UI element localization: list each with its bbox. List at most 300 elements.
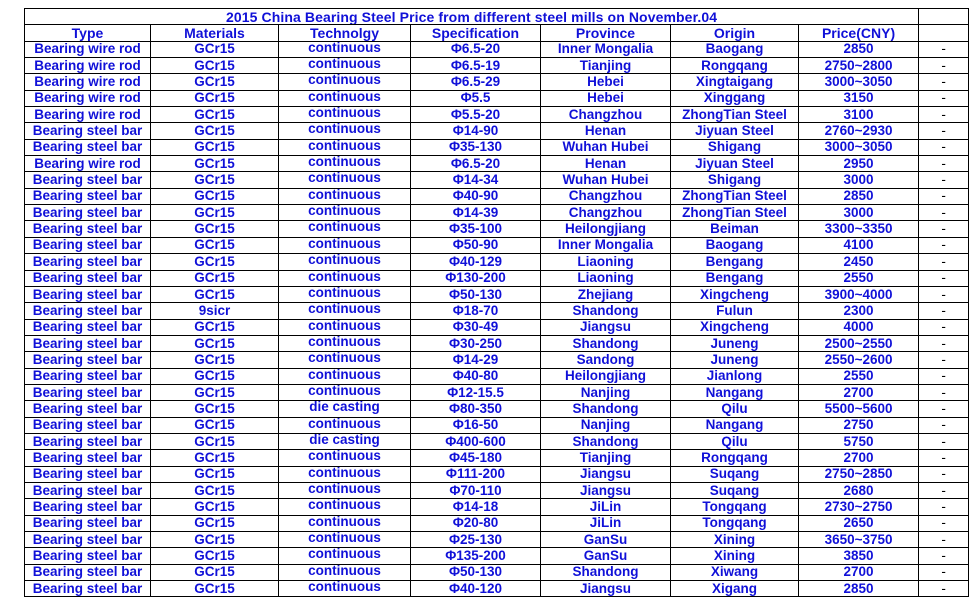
cell-specification: Φ5.5 [411, 90, 541, 106]
cell-province: JiLin [541, 515, 671, 531]
title-row [25, 9, 969, 25]
cell-specification: Φ35-130 [411, 139, 541, 155]
cell-origin: Suqang [671, 482, 799, 498]
cell-technology: continuous [279, 41, 411, 57]
table-row [25, 254, 969, 270]
cell-technology: continuous [279, 58, 411, 74]
table-row [25, 156, 969, 172]
cell-note: - [919, 270, 969, 286]
cell-technology: continuous [279, 270, 411, 286]
cell-material: GCr15 [151, 352, 279, 368]
cell-note: - [919, 286, 969, 302]
cell-technology: continuous [279, 107, 411, 123]
cell-province: Hebei [541, 90, 671, 106]
cell-technology: continuous [279, 335, 411, 351]
cell-material: GCr15 [151, 221, 279, 237]
cell-province: Jiangsu [541, 581, 671, 597]
cell-technology: continuous [279, 499, 411, 515]
cell-specification: Φ40-129 [411, 254, 541, 270]
cell-technology: continuous [279, 237, 411, 253]
cell-specification: Φ30-49 [411, 319, 541, 335]
header-technology: Technolgy [279, 25, 411, 41]
cell-province: JiLin [541, 499, 671, 515]
cell-province: Heilongjiang [541, 368, 671, 384]
header-specification: Specification [411, 25, 541, 41]
price-rows [25, 41, 969, 597]
cell-material: GCr15 [151, 319, 279, 335]
cell-price: 2550 [799, 270, 919, 286]
cell-technology: continuous [279, 254, 411, 270]
cell-technology: continuous [279, 548, 411, 564]
cell-price: 3900~4000 [799, 286, 919, 302]
header-materials: Materials [151, 25, 279, 41]
cell-type: Bearing steel bar [25, 482, 151, 498]
cell-specification: Φ45-180 [411, 450, 541, 466]
cell-material: GCr15 [151, 532, 279, 548]
cell-note: - [919, 433, 969, 449]
cell-type: Bearing steel bar [25, 515, 151, 531]
cell-price: 2730~2750 [799, 499, 919, 515]
cell-material: GCr15 [151, 90, 279, 106]
cell-price: 2750 [799, 417, 919, 433]
cell-province: Shandong [541, 401, 671, 417]
cell-origin: Baogang [671, 41, 799, 57]
header-price: Price(CNY) [799, 25, 919, 41]
table-row [25, 139, 969, 155]
cell-province: Nanjing [541, 384, 671, 400]
cell-type: Bearing steel bar [25, 172, 151, 188]
cell-specification: Φ14-39 [411, 205, 541, 221]
cell-technology: continuous [279, 515, 411, 531]
header-row [25, 25, 969, 41]
cell-note: - [919, 564, 969, 580]
cell-origin: Rongqang [671, 58, 799, 74]
table-row [25, 303, 969, 319]
table-title: 2015 China Bearing Steel Price from different steel mills on November.04 [25, 9, 919, 25]
cell-price: 2700 [799, 564, 919, 580]
cell-material: GCr15 [151, 335, 279, 351]
cell-province: Jiangsu [541, 319, 671, 335]
cell-type: Bearing wire rod [25, 41, 151, 57]
cell-specification: Φ14-29 [411, 352, 541, 368]
table-row [25, 58, 969, 74]
cell-origin: Shigang [671, 172, 799, 188]
table-row [25, 564, 969, 580]
cell-note: - [919, 499, 969, 515]
cell-origin: Juneng [671, 352, 799, 368]
cell-type: Bearing steel bar [25, 205, 151, 221]
cell-price: 3650~3750 [799, 532, 919, 548]
cell-origin: Tongqang [671, 499, 799, 515]
header-blank [919, 25, 969, 41]
cell-specification: Φ40-90 [411, 188, 541, 204]
cell-province: Hebei [541, 74, 671, 90]
cell-type: Bearing wire rod [25, 107, 151, 123]
cell-technology: continuous [279, 581, 411, 597]
table-row [25, 319, 969, 335]
cell-price: 3300~3350 [799, 221, 919, 237]
cell-price: 3000 [799, 172, 919, 188]
cell-province: Tianjing [541, 58, 671, 74]
cell-province: Wuhan Hubei [541, 139, 671, 155]
cell-price: 2850 [799, 581, 919, 597]
cell-specification: Φ25-130 [411, 532, 541, 548]
cell-specification: Φ18-70 [411, 303, 541, 319]
cell-note: - [919, 303, 969, 319]
price-table [24, 8, 969, 597]
cell-note: - [919, 90, 969, 106]
cell-material: GCr15 [151, 156, 279, 172]
cell-specification: Φ6.5-20 [411, 41, 541, 57]
cell-type: Bearing steel bar [25, 581, 151, 597]
cell-price: 2500~2550 [799, 335, 919, 351]
cell-type: Bearing steel bar [25, 139, 151, 155]
cell-material: GCr15 [151, 74, 279, 90]
cell-province: Liaoning [541, 270, 671, 286]
table-row [25, 466, 969, 482]
cell-province: Henan [541, 156, 671, 172]
table-row [25, 172, 969, 188]
cell-origin: Xingtaigang [671, 74, 799, 90]
cell-province: Jiangsu [541, 466, 671, 482]
table-row [25, 499, 969, 515]
table-row [25, 352, 969, 368]
cell-type: Bearing steel bar [25, 368, 151, 384]
cell-material: GCr15 [151, 450, 279, 466]
cell-price: 2850 [799, 41, 919, 57]
cell-technology: continuous [279, 188, 411, 204]
cell-province: GanSu [541, 532, 671, 548]
table-row [25, 548, 969, 564]
cell-material: GCr15 [151, 466, 279, 482]
cell-type: Bearing steel bar [25, 123, 151, 139]
cell-note: - [919, 352, 969, 368]
cell-material: GCr15 [151, 41, 279, 57]
cell-origin: Suqang [671, 466, 799, 482]
cell-province: Nanjing [541, 417, 671, 433]
cell-material: GCr15 [151, 107, 279, 123]
cell-origin: Xingcheng [671, 286, 799, 302]
table-row [25, 450, 969, 466]
cell-province: Heilongjiang [541, 221, 671, 237]
cell-origin: ZhongTian Steel [671, 107, 799, 123]
cell-price: 2850 [799, 188, 919, 204]
cell-price: 2300 [799, 303, 919, 319]
header-type: Type [25, 25, 151, 41]
cell-material: GCr15 [151, 433, 279, 449]
cell-province: Sandong [541, 352, 671, 368]
cell-province: Liaoning [541, 254, 671, 270]
cell-price: 4000 [799, 319, 919, 335]
cell-material: GCr15 [151, 401, 279, 417]
table-row [25, 368, 969, 384]
cell-specification: Φ130-200 [411, 270, 541, 286]
cell-material: GCr15 [151, 564, 279, 580]
table-row [25, 270, 969, 286]
cell-price: 5500~5600 [799, 401, 919, 417]
cell-technology: continuous [279, 221, 411, 237]
cell-province: Changzhou [541, 205, 671, 221]
cell-price: 5750 [799, 433, 919, 449]
cell-technology: continuous [279, 303, 411, 319]
cell-specification: Φ40-80 [411, 368, 541, 384]
cell-type: Bearing steel bar [25, 433, 151, 449]
cell-province: Shandong [541, 564, 671, 580]
cell-technology: continuous [279, 90, 411, 106]
cell-specification: Φ50-90 [411, 237, 541, 253]
cell-note: - [919, 515, 969, 531]
cell-note: - [919, 368, 969, 384]
cell-technology: continuous [279, 450, 411, 466]
cell-origin: Qilu [671, 401, 799, 417]
header-province: Province [541, 25, 671, 41]
cell-specification: Φ111-200 [411, 466, 541, 482]
cell-specification: Φ6.5-20 [411, 156, 541, 172]
table-row [25, 74, 969, 90]
cell-origin: Rongqang [671, 450, 799, 466]
cell-type: Bearing steel bar [25, 352, 151, 368]
cell-note: - [919, 172, 969, 188]
cell-material: GCr15 [151, 548, 279, 564]
cell-type: Bearing steel bar [25, 221, 151, 237]
cell-note: - [919, 581, 969, 597]
cell-type: Bearing steel bar [25, 303, 151, 319]
cell-origin: Bengang [671, 254, 799, 270]
cell-technology: continuous [279, 123, 411, 139]
cell-material: GCr15 [151, 58, 279, 74]
cell-price: 2750~2850 [799, 466, 919, 482]
cell-technology: continuous [279, 466, 411, 482]
cell-technology: continuous [279, 368, 411, 384]
title-row-blank-cell [919, 9, 969, 25]
cell-type: Bearing steel bar [25, 188, 151, 204]
cell-origin: Fulun [671, 303, 799, 319]
cell-technology: continuous [279, 352, 411, 368]
cell-price: 3100 [799, 107, 919, 123]
table-row [25, 123, 969, 139]
cell-specification: Φ35-100 [411, 221, 541, 237]
cell-origin: Xigang [671, 581, 799, 597]
cell-specification: Φ6.5-19 [411, 58, 541, 74]
cell-type: Bearing wire rod [25, 156, 151, 172]
cell-material: GCr15 [151, 270, 279, 286]
cell-material: GCr15 [151, 139, 279, 155]
cell-price: 2760~2930 [799, 123, 919, 139]
cell-technology: continuous [279, 205, 411, 221]
cell-technology: continuous [279, 139, 411, 155]
cell-type: Bearing steel bar [25, 335, 151, 351]
cell-origin: Xingcheng [671, 319, 799, 335]
cell-technology: continuous [279, 156, 411, 172]
cell-province: Shandong [541, 335, 671, 351]
cell-note: - [919, 205, 969, 221]
cell-price: 3000~3050 [799, 139, 919, 155]
cell-origin: Tongqang [671, 515, 799, 531]
cell-type: Bearing steel bar [25, 286, 151, 302]
cell-technology: continuous [279, 482, 411, 498]
cell-origin: Qilu [671, 433, 799, 449]
cell-note: - [919, 466, 969, 482]
cell-price: 2700 [799, 450, 919, 466]
cell-province: Changzhou [541, 107, 671, 123]
cell-origin: Baogang [671, 237, 799, 253]
cell-origin: Juneng [671, 335, 799, 351]
cell-specification: Φ70-110 [411, 482, 541, 498]
table-row [25, 107, 969, 123]
cell-note: - [919, 254, 969, 270]
cell-type: Bearing steel bar [25, 417, 151, 433]
table-row [25, 286, 969, 302]
cell-note: - [919, 74, 969, 90]
cell-technology: continuous [279, 564, 411, 580]
cell-type: Bearing steel bar [25, 384, 151, 400]
cell-origin: ZhongTian Steel [671, 205, 799, 221]
cell-price: 2650 [799, 515, 919, 531]
table-row [25, 335, 969, 351]
cell-note: - [919, 384, 969, 400]
cell-type: Bearing steel bar [25, 270, 151, 286]
cell-specification: Φ16-50 [411, 417, 541, 433]
cell-price: 3000 [799, 205, 919, 221]
table-row [25, 237, 969, 253]
cell-province: Tianjing [541, 450, 671, 466]
cell-type: Bearing steel bar [25, 450, 151, 466]
cell-specification: Φ80-350 [411, 401, 541, 417]
cell-price: 2750~2800 [799, 58, 919, 74]
cell-origin: Jiyuan Steel [671, 123, 799, 139]
cell-specification: Φ12-15.5 [411, 384, 541, 400]
table-row [25, 433, 969, 449]
cell-province: Zhejiang [541, 286, 671, 302]
cell-material: GCr15 [151, 205, 279, 221]
table-row [25, 532, 969, 548]
cell-note: - [919, 450, 969, 466]
cell-technology: continuous [279, 74, 411, 90]
cell-specification: Φ40-120 [411, 581, 541, 597]
cell-type: Bearing steel bar [25, 401, 151, 417]
cell-type: Bearing steel bar [25, 532, 151, 548]
cell-province: Jiangsu [541, 482, 671, 498]
cell-type: Bearing steel bar [25, 564, 151, 580]
cell-origin: Xining [671, 548, 799, 564]
cell-technology: continuous [279, 172, 411, 188]
cell-material: GCr15 [151, 499, 279, 515]
cell-origin: Bengang [671, 270, 799, 286]
cell-price: 4100 [799, 237, 919, 253]
cell-specification: Φ50-130 [411, 286, 541, 302]
cell-origin: Shigang [671, 139, 799, 155]
cell-province: Shandong [541, 303, 671, 319]
cell-price: 3000~3050 [799, 74, 919, 90]
cell-price: 2680 [799, 482, 919, 498]
cell-material: GCr15 [151, 188, 279, 204]
table-row [25, 41, 969, 57]
cell-specification: Φ135-200 [411, 548, 541, 564]
cell-province: Wuhan Hubei [541, 172, 671, 188]
cell-specification: Φ20-80 [411, 515, 541, 531]
cell-specification: Φ14-18 [411, 499, 541, 515]
table-row [25, 90, 969, 106]
cell-note: - [919, 156, 969, 172]
table-row [25, 417, 969, 433]
cell-technology: continuous [279, 286, 411, 302]
cell-technology: continuous [279, 384, 411, 400]
cell-type: Bearing wire rod [25, 58, 151, 74]
cell-type: Bearing steel bar [25, 254, 151, 270]
cell-specification: Φ14-90 [411, 123, 541, 139]
cell-material: GCr15 [151, 286, 279, 302]
cell-province: Henan [541, 123, 671, 139]
cell-price: 2950 [799, 156, 919, 172]
spreadsheet [24, 8, 968, 597]
cell-specification: Φ6.5-29 [411, 74, 541, 90]
cell-type: Bearing steel bar [25, 499, 151, 515]
cell-note: - [919, 188, 969, 204]
cell-type: Bearing wire rod [25, 90, 151, 106]
cell-material: GCr15 [151, 254, 279, 270]
cell-note: - [919, 417, 969, 433]
cell-material: GCr15 [151, 368, 279, 384]
cell-note: - [919, 58, 969, 74]
cell-price: 2450 [799, 254, 919, 270]
table-row [25, 581, 969, 597]
cell-type: Bearing steel bar [25, 466, 151, 482]
cell-price: 3850 [799, 548, 919, 564]
cell-price: 3150 [799, 90, 919, 106]
cell-price: 2550 [799, 368, 919, 384]
cell-note: - [919, 482, 969, 498]
cell-type: Bearing steel bar [25, 548, 151, 564]
cell-note: - [919, 335, 969, 351]
table-row [25, 188, 969, 204]
cell-material: 9sicr [151, 303, 279, 319]
table-row [25, 221, 969, 237]
cell-origin: Nangang [671, 384, 799, 400]
cell-province: Changzhou [541, 188, 671, 204]
cell-specification: Φ5.5-20 [411, 107, 541, 123]
cell-technology: continuous [279, 532, 411, 548]
cell-material: GCr15 [151, 172, 279, 188]
cell-note: - [919, 319, 969, 335]
cell-note: - [919, 123, 969, 139]
cell-specification: Φ14-34 [411, 172, 541, 188]
cell-material: GCr15 [151, 123, 279, 139]
cell-note: - [919, 401, 969, 417]
cell-note: - [919, 139, 969, 155]
header-origin: Origin [671, 25, 799, 41]
cell-origin: Jiyuan Steel [671, 156, 799, 172]
cell-note: - [919, 532, 969, 548]
cell-origin: ZhongTian Steel [671, 188, 799, 204]
cell-material: GCr15 [151, 581, 279, 597]
cell-province: Inner Mongalia [541, 41, 671, 57]
cell-origin: Xiwang [671, 564, 799, 580]
cell-origin: Xining [671, 532, 799, 548]
cell-technology: continuous [279, 417, 411, 433]
cell-material: GCr15 [151, 482, 279, 498]
cell-note: - [919, 221, 969, 237]
cell-type: Bearing wire rod [25, 74, 151, 90]
cell-origin: Jianlong [671, 368, 799, 384]
cell-note: - [919, 237, 969, 253]
table-row [25, 384, 969, 400]
cell-note: - [919, 107, 969, 123]
cell-material: GCr15 [151, 515, 279, 531]
cell-province: GanSu [541, 548, 671, 564]
cell-type: Bearing steel bar [25, 319, 151, 335]
cell-origin: Xinggang [671, 90, 799, 106]
cell-technology: die casting [279, 433, 411, 449]
